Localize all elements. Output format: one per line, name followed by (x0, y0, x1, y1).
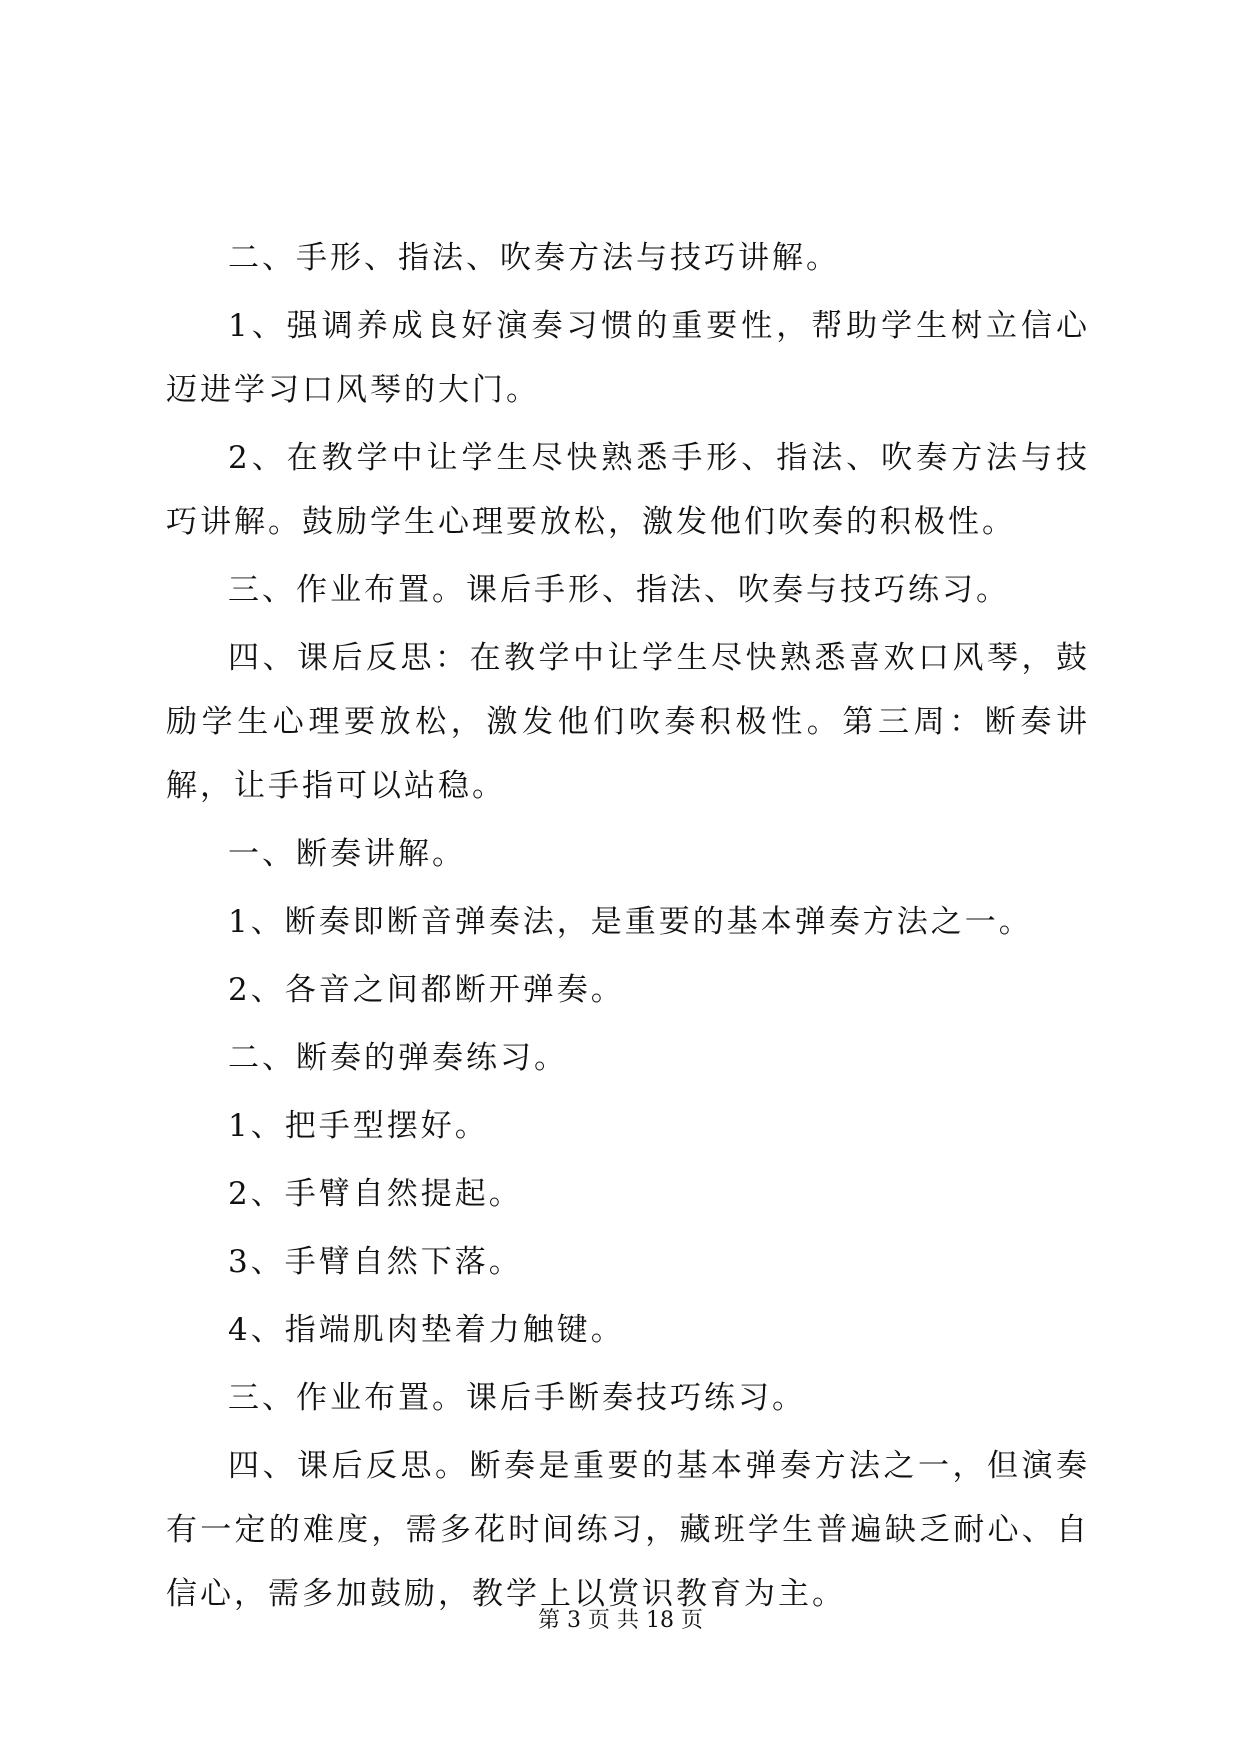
paragraph: 一、断奏讲解。 (228, 836, 466, 872)
paragraph: 1、把手型摆好。 (228, 1108, 489, 1144)
page-number-footer: 第 3 页 共 18 页 (538, 1608, 703, 1633)
paragraph: 三、作业布置。课后手断奏技巧练习。 (228, 1380, 806, 1416)
document-body (166, 226, 1090, 1630)
paragraph: 2、手臂自然提起。 (228, 1176, 523, 1212)
paragraph: 2、各音之间都断开弹奏。 (228, 972, 625, 1008)
paragraph: 1、断奏即断音弹奏法，是重要的基本弹奏方法之一。 (228, 904, 1033, 940)
paragraph: 二、手形、指法、吹奏方法与技巧讲解。 (228, 240, 840, 276)
paragraph: 四、课后反思：在教学中让学生尽快熟悉喜欢口风琴，鼓励学生心理要放松，激发他们吹奏积极性。第三周：断奏讲解，让手指可以站稳。 (166, 640, 1090, 804)
paragraph: 2、在教学中让学生尽快熟悉手形、指法、吹奏方法与技巧讲解。鼓励学生心理要放松，激发他们吹奏的积极性。 (166, 440, 1090, 540)
paragraph: 4、指端肌肉垫着力触键。 (228, 1312, 625, 1348)
paragraph: 四、课后反思。断奏是重要的基本弹奏方法之一，但演奏有一定的难度，需多花时间练习，藏班学生普遍缺乏耐心、自信心，需多加鼓励，教学上以赏识教育为主。 (166, 1448, 1090, 1612)
paragraph: 3、手臂自然下落。 (228, 1244, 523, 1280)
paragraph: 1、强调养成良好演奏习惯的重要性，帮助学生树立信心迈进学习口风琴的大门。 (166, 308, 1090, 408)
paragraph: 二、断奏的弹奏练习。 (228, 1040, 568, 1076)
paragraph: 三、作业布置。课后手形、指法、吹奏与技巧练习。 (228, 572, 1010, 608)
